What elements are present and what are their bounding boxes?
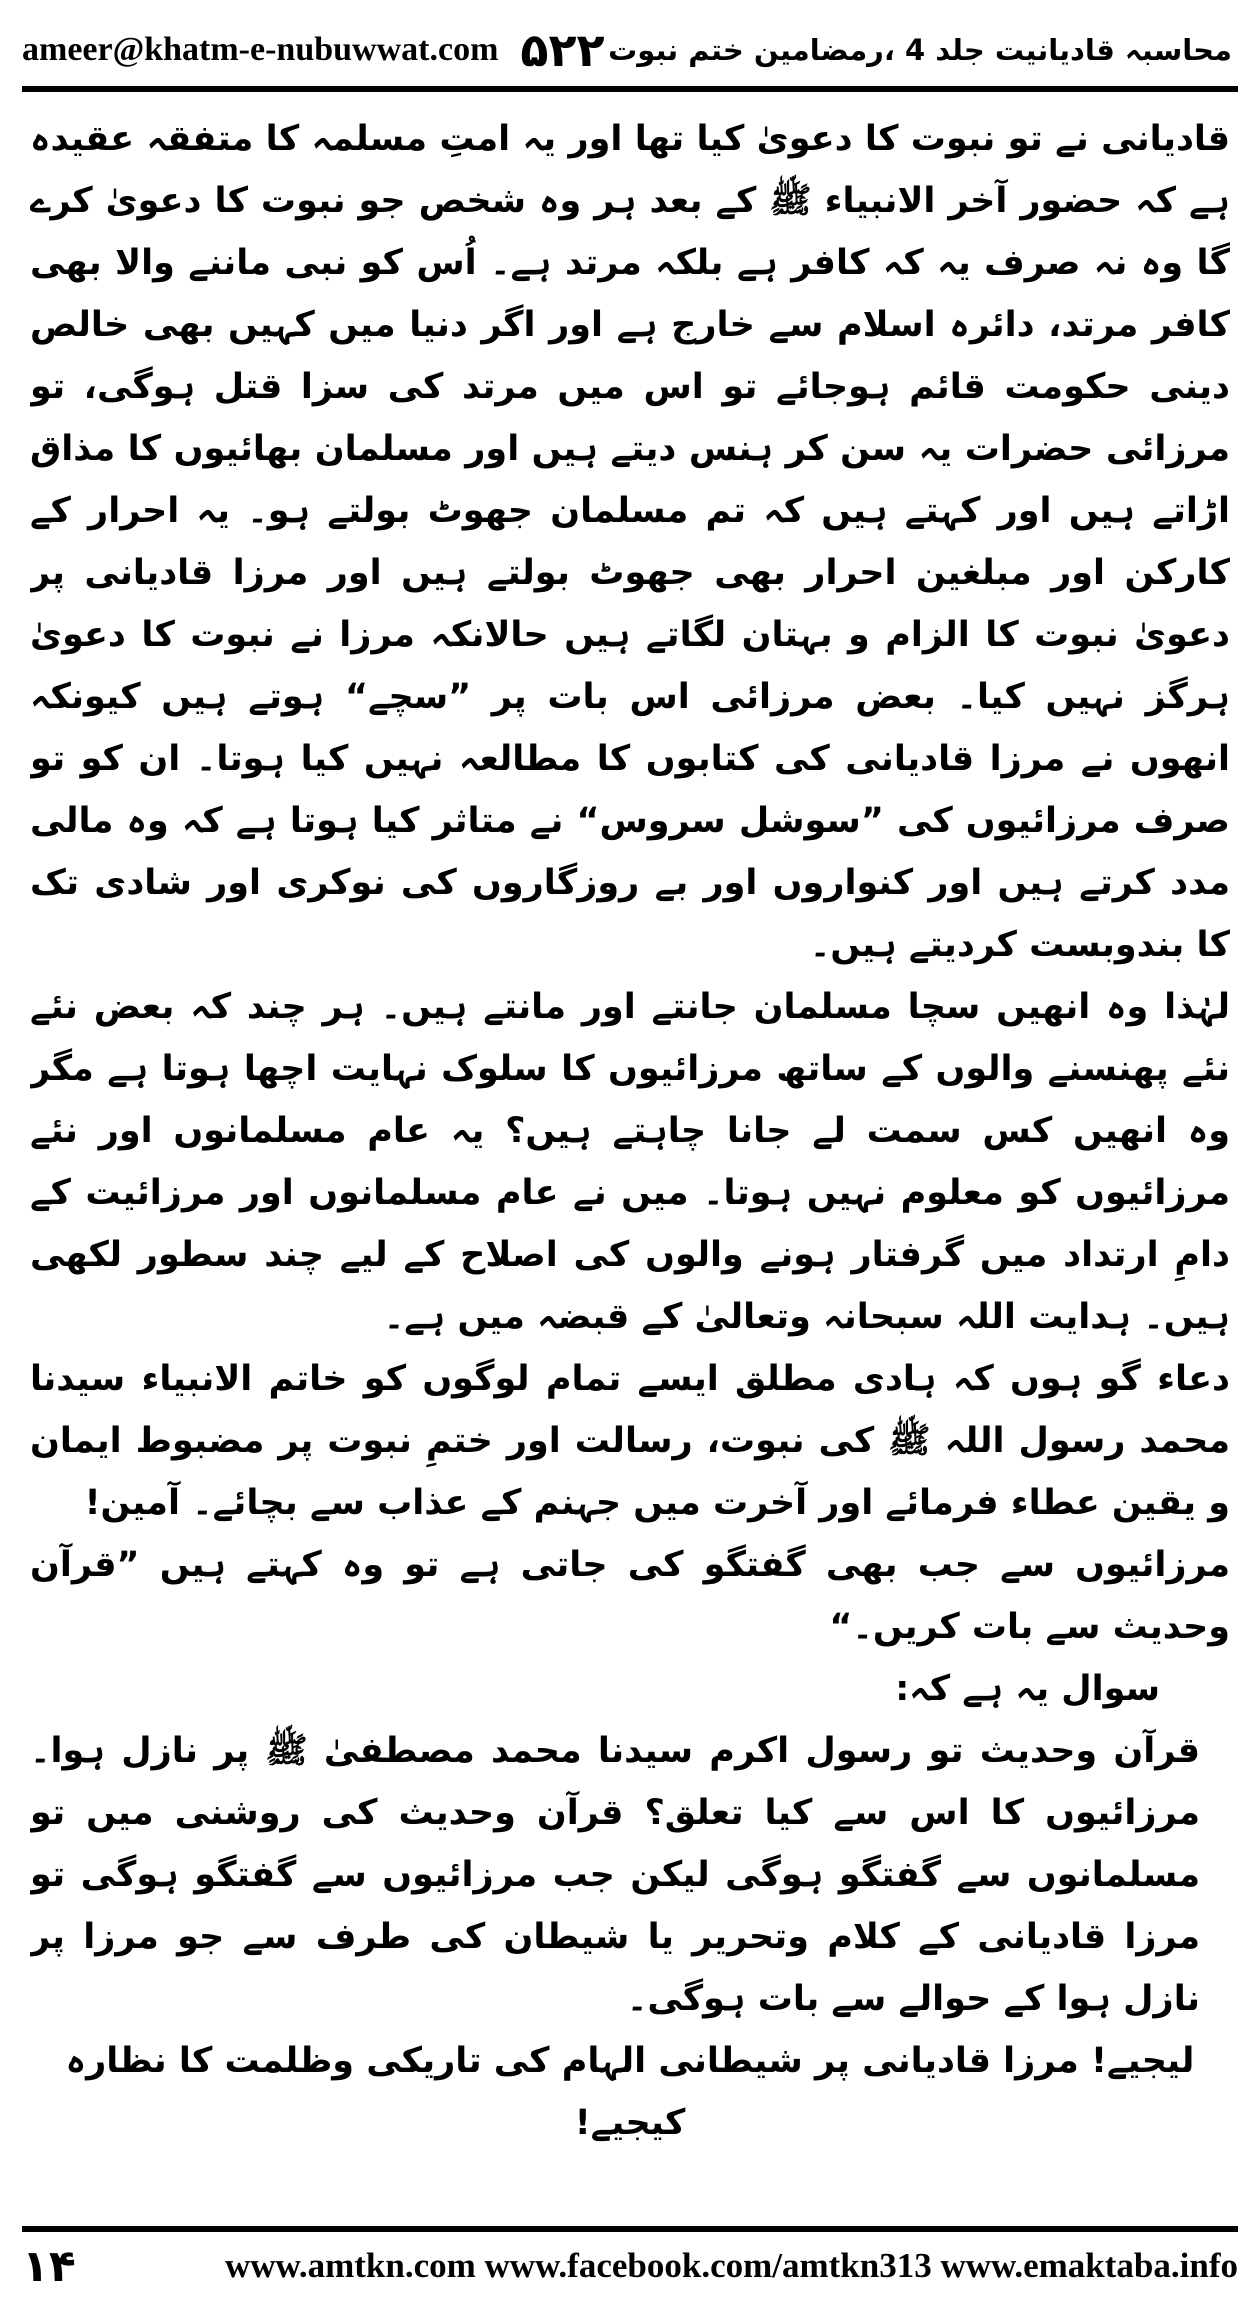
body-paragraph-1: قادیانی نے تو نبوت کا دعویٰ کیا تھا اور یہ امتِ مسلمہ کا متفقہ عقیدہ ہے کہ حضور آخر الانبیاء ﷺ کے بعد ہر وہ شخص جو نبوت کا دعویٰ کرے گا وہ نہ صرف یہ کہ کافر ہے بلکہ مرتد ہے۔ اُس کو نبی ماننے والا بھی کافر مرتد، دائرہ اسلام سے خارج ہے اور اگر دنیا میں کہیں بھی خالص دینی حکومت قائم ہوجائے تو اس میں مرتد کی سزا قتل ہوگی، تو مرزائی حضرات یہ سن کر ہنس دیتے ہیں اور مسلمان بھائیوں کا مذاق اڑاتے ہیں اور کہتے ہیں کہ تم مسلمان جھوٹ بولتے ہو۔ یہ احرار کے کارکن اور مبلغین احرار بھی جھوٹ بولتے ہیں اور مرزا قادیانی پر دعویٰ نبوت کا الزام و بہتان لگاتے ہیں حالانکہ مرزا نے نبوت کا دعویٰ ہرگز نہیں کیا۔ بعض مرزائی اس بات پر ”سچے“ ہوتے ہیں کیونکہ انھوں نے مرزا قادیانی کی کتابوں کا مطالعہ نہیں کیا ہوتا۔ ان کو تو صرف مرزائیوں کی ”سوشل سروس“ نے متاثر کیا ہوتا ہے کہ وہ مالی مدد کرتے ہیں اور کنواروں اور بے روزگاروں کی نوکری اور شادی تک کا بندوبست کردیتے ہیں۔ [30, 119, 1230, 965]
body-question-line: سوال یہ ہے کہ: [895, 1669, 1160, 1709]
header-book-title: محاسبہ قادیانیت جلد 4 ،رمضامین ختم نبوت [608, 33, 1232, 67]
body-paragraph-4: مرزائیوں سے جب بھی گفتگو کی جاتی ہے تو وہ کہتے ہیں ”قرآن وحدیث سے بات کریں۔“ [30, 1545, 1230, 1647]
footer-divider [22, 2226, 1238, 2232]
footer-page-number: ۱۴ [22, 2240, 76, 2292]
section-subheading [30, 2156, 1230, 2160]
footer-links[interactable]: www.amtkn.com www.facebook.com/amtkn313 www.emaktaba.info [224, 2246, 1238, 2285]
header-page-number: ۵۲۲ [520, 23, 605, 77]
page-header [22, 18, 1232, 82]
header-left-group [22, 23, 605, 77]
body-paragraph-5: قرآن وحدیث تو رسول اکرم سیدنا محمد مصطفیٰ ﷺ پر نازل ہوا۔ مرزائیوں کا اس سے کیا تعلق؟ قرآن وحدیث کی روشنی میں تو مسلمانوں سے گفتگو ہوگی لیکن جب مرزائیوں سے گفتگو ہوگی تو مرزا قادیانی کے کلام وتحریر یا شیطان کی طرف سے جو مرزا پر نازل ہوا کے حوالے سے بات ہوگی۔ [30, 1731, 1200, 2019]
header-divider [22, 86, 1238, 92]
body-paragraph-2: لہٰذا وہ انھیں سچا مسلمان جانتے اور مانتے ہیں۔ ہر چند کہ بعض نئے نئے پھنسنے والوں کے ساتھ مرزائیوں کا سلوک نہایت اچھا ہوتا ہے مگر وہ انھیں کس سمت لے جانا چاہتے ہیں؟ یہ عام مسلمانوں اور نئے مرزائیوں کو معلوم نہیں ہوتا۔ میں نے عام مسلمانوں اور مرزائیت کے دامِ ارتداد میں گرفتار ہونے والوں کی اصلاح کے لیے چند سطور لکھی ہیں۔ ہدایت اللہ سبحانہ وتعالیٰ کے قبضہ میں ہے۔ [30, 987, 1230, 1337]
body-invitation-line: لیجیے! مرزا قادیانی پر شیطانی الہام کی تاریکی وظلمت کا نظارہ کیجیے! [65, 2041, 1195, 2143]
header-email[interactable]: ameer@khatm-e-nubuwwat.com [22, 31, 499, 68]
page-body [30, 108, 1230, 2160]
body-paragraph-3: دعاء گو ہوں کہ ہادی مطلق ایسے تمام لوگوں کو خاتم الانبیاء سیدنا محمد رسول اللہ ﷺ کی نبوت، رسالت اور ختمِ نبوت پر مضبوط ایمان و یقین عطاء فرمائے اور آخرت میں جہنم کے عذاب سے بچائے۔ آمین! [30, 1359, 1230, 1523]
page-footer [22, 2236, 1238, 2296]
